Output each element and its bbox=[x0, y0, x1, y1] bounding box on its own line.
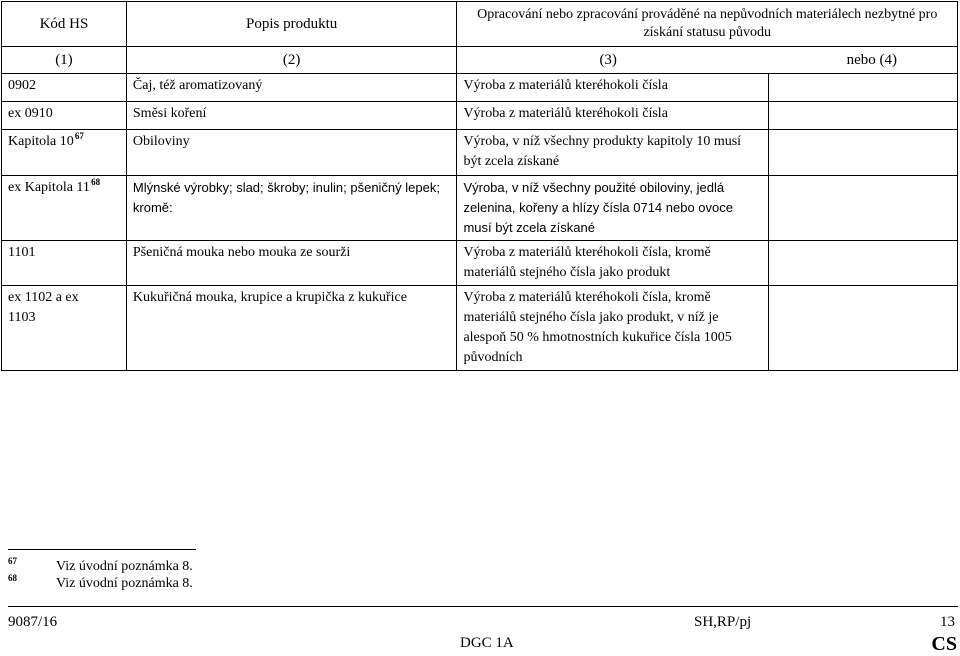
column-number-3-4 bbox=[457, 47, 958, 74]
operation-cell: Výroba z materiálů kteréhokoli čísla, kromě materiálů stejného čísla jako produkt bbox=[457, 241, 769, 286]
column-number-2: (2) bbox=[126, 47, 457, 74]
table-row bbox=[2, 130, 958, 176]
page-number: 13 bbox=[940, 614, 955, 630]
hs-code-cell: 1101 bbox=[2, 241, 127, 286]
operation-cell: Výroba, v níž všechny použité obiloviny, jedlá zelenina, kořeny a hlízy čísla 0714 nebo ovoce musí být zcela získané bbox=[457, 176, 769, 241]
alternative-cell bbox=[769, 130, 958, 176]
footnote-divider bbox=[8, 549, 196, 550]
footnote-ref: 67 bbox=[74, 131, 84, 141]
footnote-number: 68 bbox=[8, 573, 17, 583]
alternative-cell bbox=[769, 241, 958, 286]
header-working-or-processing: Opracování nebo zpracování prováděné na nepůvodních materiálech nezbytné pro získání statusu původu bbox=[457, 2, 958, 47]
table-row bbox=[2, 102, 958, 130]
description-cell: Směsi koření bbox=[126, 102, 457, 130]
alternative-cell bbox=[769, 176, 958, 241]
description-cell: Kukuřičná mouka, krupice a krupička z kukuřice bbox=[126, 286, 457, 371]
footnote-text: Viz úvodní poznámka 8. bbox=[56, 576, 193, 591]
column-number-row bbox=[2, 47, 958, 74]
header-product-description: Popis produktu bbox=[126, 2, 457, 47]
alternative-cell bbox=[769, 74, 958, 102]
footnote-text: Viz úvodní poznámka 8. bbox=[56, 559, 193, 574]
author-initials: SH,RP/pj bbox=[694, 614, 752, 630]
operation-cell: Výroba z materiálů kteréhokoli čísla bbox=[457, 102, 769, 130]
footnote-ref: 68 bbox=[91, 177, 101, 187]
language-code: CS bbox=[931, 633, 957, 655]
directorate-code: DGC 1A bbox=[460, 635, 514, 651]
header-hs-code: Kód HS bbox=[2, 2, 127, 47]
description-cell: Mlýnské výrobky; slad; škroby; inulin; pšeničný lepek; kromě: bbox=[126, 176, 457, 241]
hs-code-cell: ex 1102 a ex 1103 bbox=[2, 286, 127, 371]
hs-code-cell: ex Kapitola 11 $^{68}$ bbox=[2, 176, 127, 241]
table-row bbox=[2, 176, 958, 241]
hs-code-cell: Kapitola 10 $^{67}$ bbox=[2, 130, 127, 176]
column-number-4: nebo (4) bbox=[846, 52, 897, 68]
operation-cell: Výroba z materiálů kteréhokoli čísla, kromě materiálů stejného čísla jako produkt, v níž je alespoň 50 % hmotnostních kukuřice čísla 1005 původních bbox=[457, 286, 769, 371]
table-row bbox=[2, 286, 958, 371]
description-cell: Čaj, též aromatizovaný bbox=[126, 74, 457, 102]
alternative-cell bbox=[769, 102, 958, 130]
document-number: 9087/16 bbox=[8, 614, 58, 630]
table-row bbox=[2, 241, 958, 286]
footer-divider bbox=[8, 606, 958, 607]
rules-of-origin-table bbox=[1, 1, 958, 371]
alternative-cell bbox=[769, 286, 958, 371]
hs-code-cell: ex 0910 bbox=[2, 102, 127, 130]
description-cell: Pšeničná mouka nebo mouka ze sourži bbox=[126, 241, 457, 286]
operation-cell: Výroba z materiálů kteréhokoli čísla bbox=[457, 74, 769, 102]
footnote-number: 67 bbox=[8, 556, 17, 566]
table-row bbox=[2, 74, 958, 102]
description-cell: Obiloviny bbox=[126, 130, 457, 176]
column-number-1: (1) bbox=[2, 47, 127, 74]
hs-code-cell: 0902 bbox=[2, 74, 127, 102]
operation-cell: Výroba, v níž všechny produkty kapitoly 10 musí být zcela získané bbox=[457, 130, 769, 176]
column-number-3: (3) bbox=[599, 52, 617, 68]
table-header-row bbox=[2, 2, 958, 47]
